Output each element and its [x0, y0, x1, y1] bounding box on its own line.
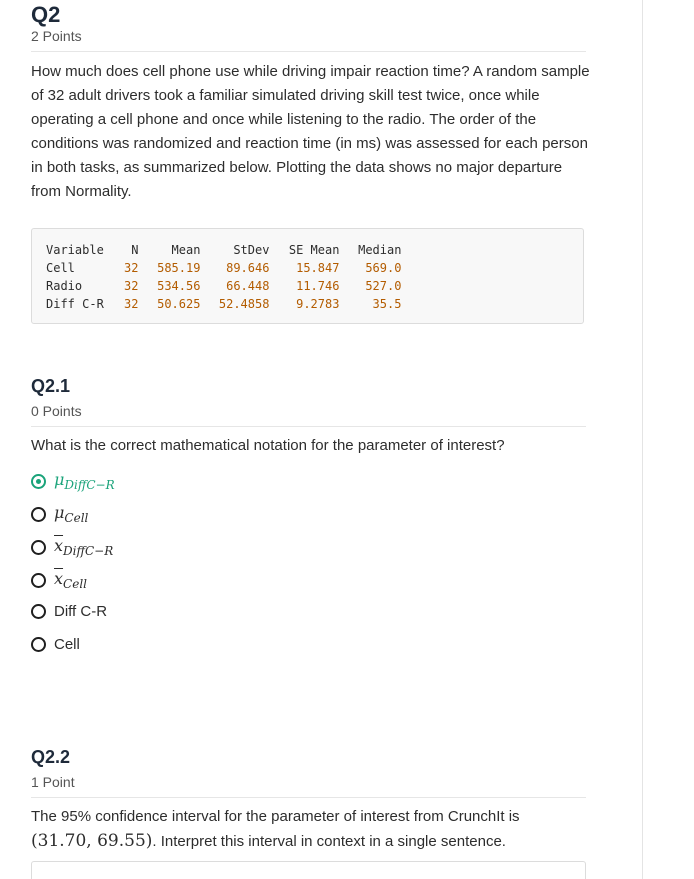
table-cell: 32 — [124, 279, 139, 293]
choice-label: Diff C-R — [54, 602, 108, 620]
table-cell: 534.56 — [157, 279, 201, 293]
table-cell: Radio — [46, 279, 83, 293]
radio-icon[interactable] — [31, 604, 46, 619]
radio-icon[interactable] — [31, 637, 46, 652]
summary-statistics-box — [31, 228, 584, 324]
question-prompt: How much does cell phone use while driving impair reaction time? A random sample of 32 adult drivers took a familiar simulated driving skill test twice, once while operating a cell phone and once while listening to the radio. The order of the conditions was randomized and reaction time (in ms) was assessed for each person in both tasks, as summarized below. Plotting the data shows no major departure from Normality. — [31, 63, 590, 200]
choice-label: $\overline{x}_{DiffC-R}$ — [54, 536, 114, 558]
table-header-cell: StDev — [233, 243, 270, 257]
choice-xbar-cell[interactable] — [31, 569, 87, 591]
table-cell: 569.0 — [365, 261, 402, 275]
subquestion-title: Q2.1 — [31, 376, 71, 396]
choice-label: Cell — [54, 635, 80, 653]
subquestion-prompt: What is the correct mathematical notation for the parameter of interest? — [31, 437, 505, 454]
header-divider — [31, 51, 586, 52]
table-cell: Cell — [46, 261, 75, 275]
page-right-border — [642, 0, 643, 879]
subquestion-title: Q2.2 — [31, 747, 71, 767]
radio-icon[interactable] — [31, 573, 46, 588]
table-cell: 66.448 — [226, 279, 270, 293]
table-header-cell: Median — [358, 243, 402, 257]
choice-xbar-diff[interactable] — [31, 536, 113, 558]
answer-textarea[interactable] — [31, 861, 586, 879]
table-row — [46, 259, 401, 277]
table-cell: 50.625 — [157, 297, 201, 311]
confidence-interval: (31.70, 69.55) — [31, 831, 153, 851]
choice-label: $\overline{x}_{Cell}$ — [54, 569, 87, 591]
table-cell: 89.646 — [226, 261, 270, 275]
table-header-cell: Mean — [171, 243, 201, 257]
table-cell: 32 — [124, 261, 139, 275]
table-cell: Diff C-R — [46, 297, 104, 311]
radio-selected-icon[interactable] — [31, 474, 46, 489]
question-points: 2 Points — [31, 28, 82, 44]
table-cell: 35.5 — [372, 297, 402, 311]
table-header-cell: N — [131, 243, 139, 257]
choice-label: $\mu_{Cell}$ — [54, 503, 89, 525]
table-cell: 52.4858 — [218, 297, 270, 311]
subquestion-divider — [31, 426, 586, 427]
subquestion-divider — [31, 797, 586, 798]
table-row — [46, 295, 401, 313]
summary-statistics-table — [46, 241, 401, 313]
choice-diff-cr[interactable] — [31, 600, 107, 622]
table-row — [46, 277, 401, 295]
table-cell: 32 — [124, 297, 139, 311]
choice-label: $\mu_{DiffC-R}$ — [54, 470, 115, 492]
table-cell: 9.2783 — [296, 297, 340, 311]
radio-icon[interactable] — [31, 507, 46, 522]
subquestion-prompt: The 95% confidence interval for the parameter of interest from CrunchIt is (31.70, 69.55). Interpret this interval in context in a single sentence. — [31, 808, 520, 851]
table-cell: 585.19 — [157, 261, 201, 275]
table-header-row — [46, 241, 401, 259]
table-cell: 15.847 — [296, 261, 340, 275]
choice-cell[interactable] — [31, 633, 80, 655]
table-cell: 11.746 — [296, 279, 340, 293]
subquestion-points: 0 Points — [31, 403, 82, 419]
table-header-cell: SE Mean — [288, 243, 340, 257]
question-title: Q2 — [31, 2, 61, 27]
choice-mu-diff[interactable] — [31, 470, 115, 492]
table-header-cell: Variable — [46, 243, 104, 257]
radio-icon[interactable] — [31, 540, 46, 555]
table-cell: 527.0 — [365, 279, 402, 293]
choice-mu-cell[interactable] — [31, 503, 88, 525]
subquestion-points: 1 Point — [31, 774, 75, 790]
